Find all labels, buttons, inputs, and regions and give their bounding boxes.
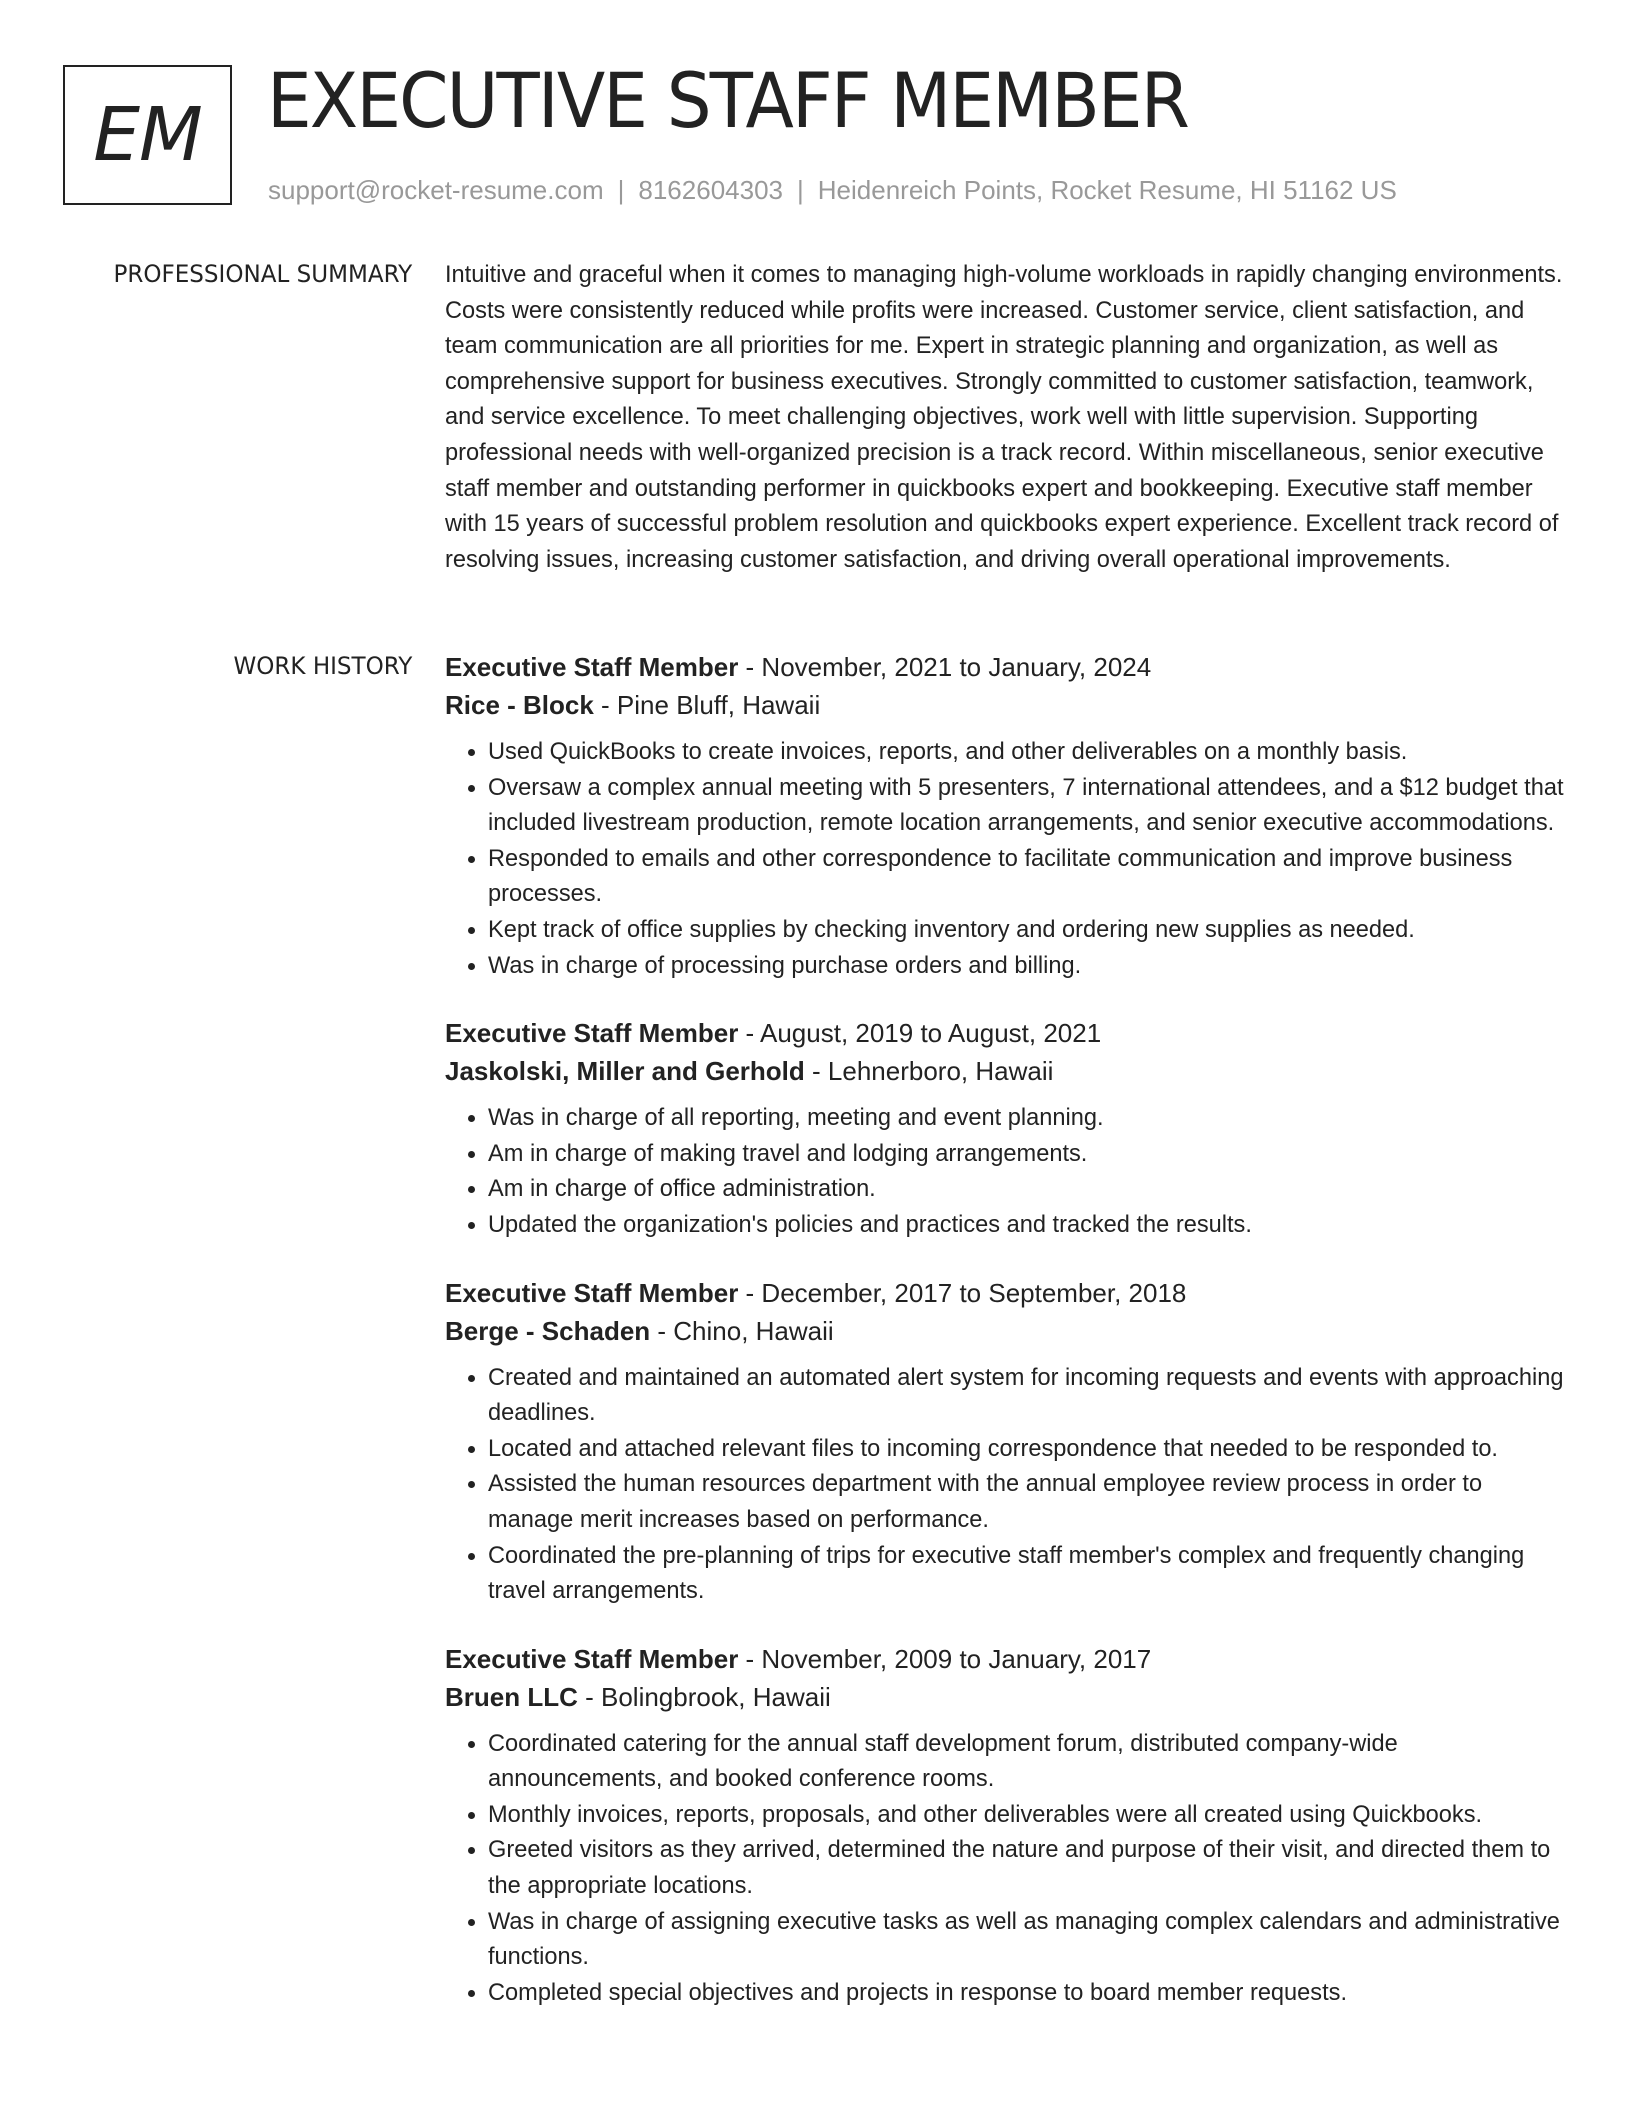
summary-text: Intuitive and graceful when it comes to managing high-volume workloads in rapidly changing environments. Costs were consistently reduced while profits were increased. Customer service, client satisfaction, and team communication are all priorities for me. Expert in strategic planning and organization, as well as comprehensive support for business executives. Strongly committed to customer satisfaction, teamwork, and service excellence. To meet challenging objectives, work well with little supervision. Supporting professional needs with well-organized precision is a track record. Within miscellaneous, senior executive staff member and outstanding performer in quickbooks expert and bookkeeping. Executive staff member with 15 years of successful problem resolution and quickbooks expert experience. Excellent track record of resolving issues, increasing customer satisfaction, and driving overall operational improvements.	[445, 262, 1563, 573]
job-title-line	[445, 648, 1570, 686]
job-role: Executive Staff Member	[445, 1277, 739, 1308]
job-bullet: • Created and maintained an automated alert system for incoming requests and events with approaching deadlines.	[488, 1361, 1570, 1432]
job-bullet: • Completed special objectives and projects in response to board member requests.	[488, 1976, 1570, 2012]
job-title-line	[445, 1640, 1570, 1678]
job-title-line	[445, 1274, 1570, 1312]
job-bullet: • Kept track of office supplies by checking inventory and ordering new supplies as needed.	[488, 913, 1570, 949]
job-bullet: • Located and attached relevant files to incoming correspondence that needed to be responded to.	[488, 1432, 1570, 1468]
contact-address: Heidenreich Points, Rocket Resume, HI 51162 US	[817, 175, 1397, 205]
job-company: Jaskolski, Miller and Gerhold	[445, 1056, 805, 1087]
job-bullet: • Monthly invoices, reports, proposals, and other deliverables were all created using Quickbooks.	[488, 1798, 1570, 1834]
job-bullets	[445, 735, 1570, 984]
job-role: Executive Staff Member	[445, 652, 739, 682]
job-bullet: • Greeted visitors as they arrived, determined the nature and purpose of their visit, and directed them to the appropriate locations.	[488, 1833, 1570, 1904]
job-dates: - December, 2017 to September, 2018	[738, 1277, 1187, 1308]
job-company-line	[445, 1052, 1570, 1090]
job-dates: - November, 2021 to January, 2024	[738, 652, 1152, 682]
work-history-list	[445, 648, 1570, 2041]
job-entry	[445, 1274, 1570, 1610]
job-location: - Lehnerboro, Hawaii	[804, 1056, 1054, 1087]
job-bullet: • Oversaw a complex annual meeting with 5 presenters, 7 international attendees, and a $12 budget that included livestream production, remote location arrangements, and senior executive accommodations.	[488, 771, 1570, 842]
job-location: - Bolingbrook, Hawaii	[577, 1681, 831, 1712]
job-company-line	[445, 1678, 1570, 1716]
job-company-line	[445, 1312, 1570, 1350]
job-company: Bruen LLC	[445, 1681, 578, 1712]
job-bullet: • Was in charge of processing purchase orders and billing.	[488, 949, 1570, 985]
contact-separator: |	[617, 175, 625, 205]
job-bullet: • Am in charge of making travel and lodging arrangements.	[488, 1137, 1570, 1173]
job-bullet: • Assisted the human resources department with the annual employee review process in order to manage merit increases based on performance.	[488, 1467, 1570, 1538]
job-bullet: • Coordinated catering for the annual staff development forum, distributed company-wide announcements, and booked conference rooms.	[488, 1727, 1570, 1798]
section-title-work-history: WORK HISTORY	[233, 652, 412, 680]
job-location: - Chino, Hawaii	[650, 1315, 834, 1346]
job-bullet: • Used QuickBooks to create invoices, reports, and other deliverables on a monthly basis.	[488, 735, 1570, 771]
section-title-summary: PROFESSIONAL SUMMARY	[113, 260, 412, 288]
contact-separator: |	[797, 175, 804, 205]
job-role: Executive Staff Member	[445, 1643, 739, 1674]
job-bullet: • Responded to emails and other correspondence to facilitate communication and improve business processes.	[488, 842, 1570, 913]
job-location: - Pine Bluff, Hawaii	[593, 690, 821, 720]
job-bullet: • Am in charge of office administration.	[488, 1172, 1570, 1208]
contact-phone[interactable]: 8162604303	[638, 175, 783, 205]
job-bullet: • Updated the organization's policies and practices and tracked the results.	[488, 1208, 1570, 1244]
job-bullet: • Was in charge of all reporting, meeting and event planning.	[488, 1101, 1570, 1137]
job-bullets	[445, 1101, 1570, 1243]
job-bullet: • Was in charge of assigning executive tasks as well as managing complex calendars and administrative functions.	[488, 1905, 1570, 1976]
job-title-line	[445, 1014, 1570, 1052]
job-bullets	[445, 1727, 1570, 2012]
job-entry	[445, 1640, 1570, 2012]
job-company-line	[445, 686, 1570, 724]
job-bullets	[445, 1361, 1570, 1610]
resume-name: EXECUTIVE STAFF MEMBER	[267, 56, 1188, 145]
job-bullet: • Coordinated the pre-planning of trips for executive staff member's complex and frequently changing travel arrangements.	[488, 1539, 1570, 1610]
monogram: EM	[63, 65, 232, 205]
job-company: Berge - Schaden	[445, 1315, 651, 1346]
contact-line	[268, 174, 1397, 206]
job-role: Executive Staff Member	[445, 1018, 739, 1049]
job-entry	[445, 648, 1570, 984]
job-entry	[445, 1014, 1570, 1243]
job-dates: - August, 2019 to August, 2021	[738, 1018, 1102, 1049]
job-dates: - November, 2009 to January, 2017	[738, 1643, 1152, 1674]
job-company: Rice - Block	[445, 690, 594, 720]
contact-email[interactable]: support@rocket-resume.com	[268, 175, 604, 205]
